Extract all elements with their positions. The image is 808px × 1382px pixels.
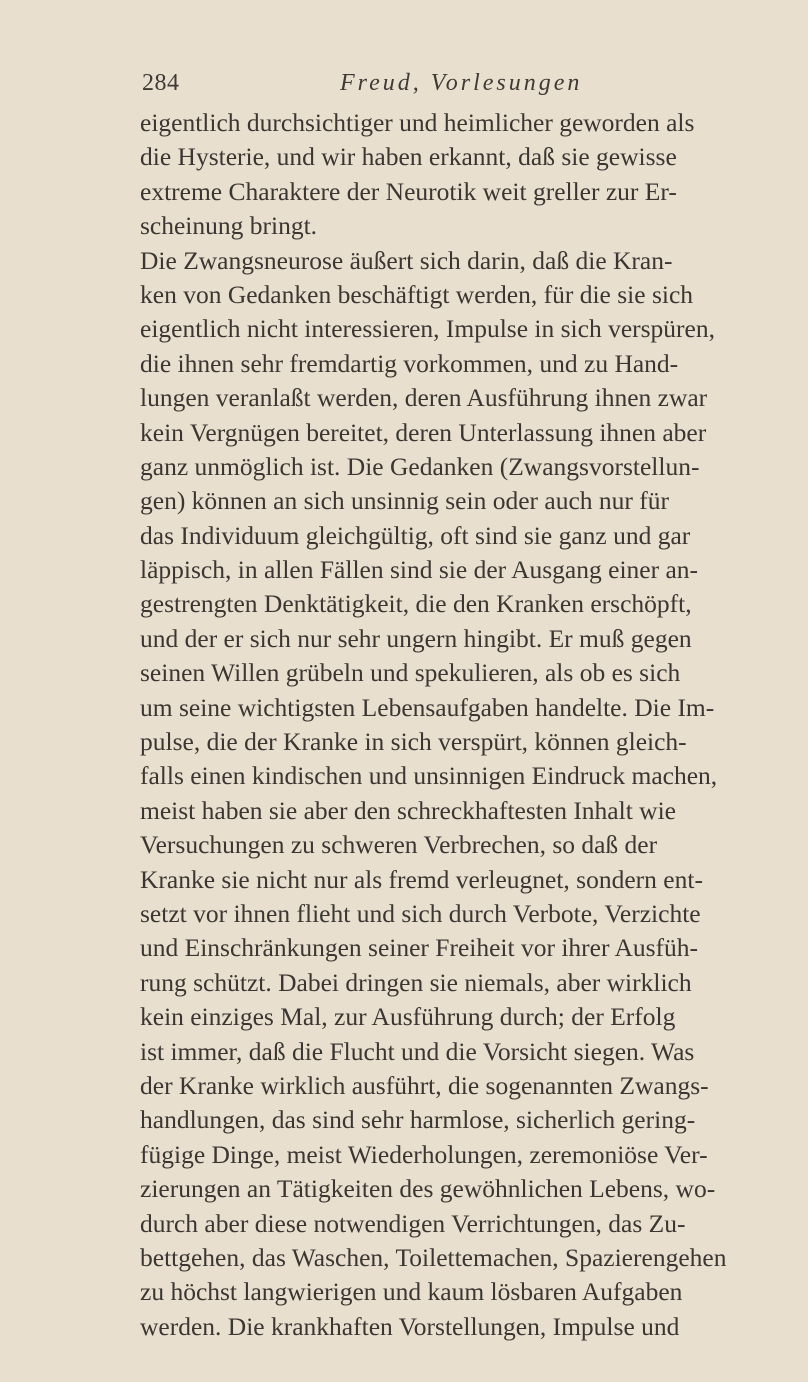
text-line: und Einschränkungen seiner Freiheit vor ihrer Ausfüh- <box>140 933 699 963</box>
running-title: Freud, Vorlesungen <box>340 70 583 96</box>
text-line: gestrengten Denktätigkeit, die den Kranken erschöpft, <box>140 589 692 619</box>
text-line: seinen Willen grübeln und spekulieren, als ob es sich <box>140 658 681 688</box>
text-line: ist immer, daß die Flucht und die Vorsicht siegen. Was <box>140 1036 695 1066</box>
text-line: um seine wichtigsten Lebensaufgaben handelte. Die Im- <box>140 692 715 722</box>
text-line: lungen veranlaßt werden, deren Ausführung ihnen zwar <box>140 383 708 413</box>
body-text <box>140 106 780 1344</box>
text-line: ganz unmöglich ist. Die Gedanken (Zwangsvorstellun- <box>140 451 700 481</box>
text-line: die ihnen sehr fremdartig vorkommen, und zu Hand- <box>140 348 679 378</box>
text-line: Kranke sie nicht nur als fremd verleugnet, sondern ent- <box>140 864 703 894</box>
text-line: eigentlich nicht interessieren, Impulse in sich verspüren, <box>140 314 715 344</box>
text-line: gen) können an sich unsinnig sein oder auch nur für <box>140 486 669 516</box>
text-line: bettgehen, das Waschen, Toilettemachen, Spazierengehen <box>140 1242 727 1272</box>
text-line: falls einen kindischen und unsinnigen Eindruck machen, <box>140 761 718 791</box>
text-line: meist haben sie aber den schreckhaftesten Inhalt wie <box>140 795 676 825</box>
text-line: das Individuum gleichgültig, oft sind sie ganz und gar <box>140 520 691 550</box>
text-line: handlungen, das sind sehr harmlose, sicherlich gering- <box>140 1105 696 1135</box>
text-line: setzt vor ihnen flieht und sich durch Verbote, Verzichte <box>140 898 701 928</box>
text-line: werden. Die krankhaften Vorstellungen, Impulse und <box>140 1311 680 1341</box>
text-line: und der er sich nur sehr ungern hingibt. Er muß gegen <box>140 623 692 653</box>
text-line: läppisch, in allen Fällen sind sie der Ausgang einer an- <box>140 555 699 585</box>
text-line: eigentlich durchsichtiger und heimlicher geworden als <box>140 108 695 137</box>
text-line: rung schützt. Dabei dringen sie niemals, aber wirklich <box>140 967 692 997</box>
text-line: durch aber diese notwendigen Verrichtungen, das Zu- <box>140 1208 686 1238</box>
text-line: die Hysterie, und wir haben erkannt, daß sie gewisse <box>140 142 677 172</box>
text-line: scheinung bringt. <box>140 211 318 241</box>
text-line: kein Vergnügen bereitet, deren Unterlassung ihnen aber <box>140 417 707 447</box>
text-line: zu höchst langwierigen und kaum lösbaren Aufgaben <box>140 1277 683 1307</box>
page-header <box>140 68 700 104</box>
text-line: extreme Charaktere der Neurotik weit greller zur Er- <box>140 176 677 206</box>
text-line: fügige Dinge, meist Wiederholungen, zeremoniöse Ver- <box>140 1139 708 1169</box>
text-line: kein einziges Mal, zur Ausführung durch; der Erfolg <box>140 1002 676 1032</box>
text-line: der Kranke wirklich ausführt, die sogenannten Zwangs- <box>140 1070 709 1100</box>
text-line: Versuchungen zu schweren Verbrechen, so daß der <box>140 830 658 860</box>
text-line: Die Zwangsneurose äußert sich darin, daß die Kran- <box>140 245 673 275</box>
page-number: 284 <box>142 70 180 96</box>
text-line: ken von Gedanken beschäftigt werden, für die sie sich <box>140 279 694 309</box>
text-line: pulse, die der Kranke in sich verspürt, können gleich- <box>140 727 687 757</box>
text-line: zierungen an Tätigkeiten des gewöhnlichen Lebens, wo- <box>140 1174 716 1204</box>
